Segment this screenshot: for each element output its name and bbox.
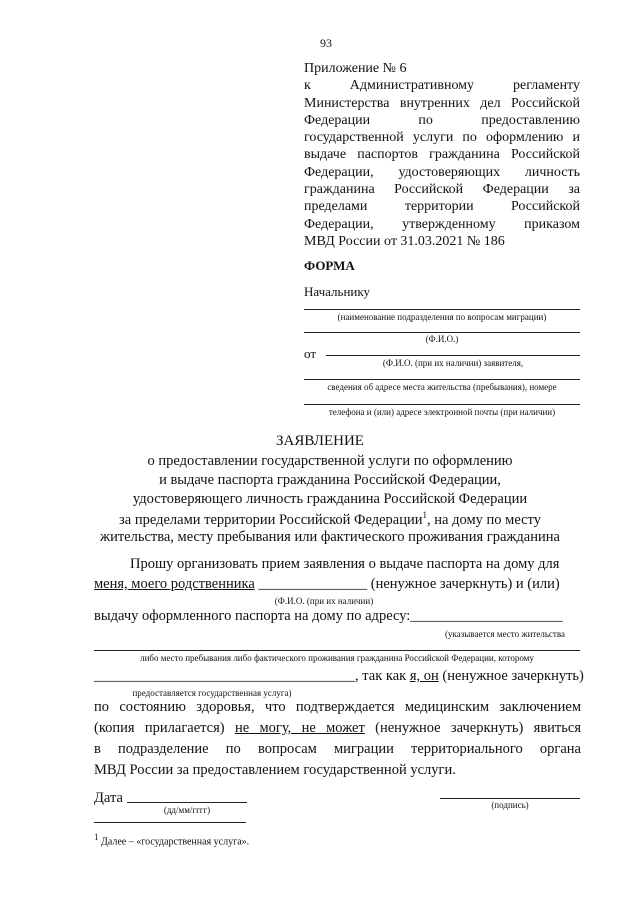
from-label: от [304,346,317,361]
statement-subtitle-part: , на дому по месту [427,511,541,528]
health-line-4: МВД России за предоставлением государственной услуги. [94,762,456,778]
division-caption: (наименование подразделения по вопросам миграции) [337,312,547,322]
division-line[interactable] [304,309,580,310]
head-fio-caption: (Ф.И.О.) [425,334,459,344]
signature-line[interactable] [440,798,580,799]
statement-title: ЗАЯВЛЕНИЕ [276,433,364,449]
appendix-line: гражданина Российской Федерации за [304,182,580,198]
contacts-line[interactable] [304,404,580,405]
footnote-marker: 1 [422,510,428,520]
appendix-line: Федерации, удостоверяющих личность [304,164,580,180]
request-line-2 [94,576,560,593]
reason-line [94,668,584,685]
request-line-2-rest: (ненужное зачеркнуть) и (или) [370,576,560,592]
reason-text-end: (ненужное зачеркнуть) [438,668,584,684]
health-line-2-b: (ненужное зачеркнуть) явиться [364,720,581,736]
health-line-2 [94,720,581,737]
statement-subtitle-line: жительства, месту пребывания или фактического проживания гражданина [100,529,560,545]
statement-subtitle-part: за пределами территории Российской Федерации [119,511,423,528]
contacts-caption: телефона и (или) адресе электронной почты (при наличии) [328,407,556,417]
page-number: 93 [320,36,332,50]
date-line[interactable] [127,802,247,803]
residence-continue-line[interactable] [94,650,580,651]
footnote-mark: 1 [94,832,99,842]
appendix-line: выдаче паспортов гражданина Российской [304,147,580,163]
footnote-text: Далее – «государственная услуга». [98,836,250,848]
appendix-line: Федерации, утвержденному приказом [304,216,580,232]
addressee-to: Начальнику [304,284,371,299]
statement-subtitle-line [0,510,640,529]
footnote [94,832,249,847]
statement-subtitle-line: и выдаче паспорта гражданина Российской Федерации, [159,472,501,488]
service-caption: предоставляется государственная услуга) [132,688,292,698]
appendix-line: Федерации по предоставлению [304,112,580,128]
statement-subtitle-line: о предоставлении государственной услуги по оформлению [147,453,513,469]
footnote-separator [94,822,246,823]
form-label: ФОРМА [304,258,355,273]
who-options-2[interactable]: я, он [409,668,439,684]
reason-text: , так как [355,668,410,684]
head-fio-line[interactable] [304,332,580,333]
residence-caption: (указывается место жительства [445,629,565,639]
signature-caption: (подпись) [491,800,529,810]
appendix-title: Приложение № 6 [304,61,407,76]
health-line-1: по состоянию здоровья, что подтверждается медицинским заключением [94,699,581,715]
address-caption: сведения об адресе места жительства (пребывания), номере [327,382,557,392]
applicant-caption: (Ф.И.О. (при их наличии) заявителя, [382,358,524,368]
appendix-last-line: МВД России от 31.03.2021 № 186 [304,233,505,249]
delivery-address-line[interactable]: выдачу оформленного паспорта на дому по адресу:_____________________ [94,608,563,624]
address-line[interactable] [304,379,580,380]
health-line-2-a: (копия прилагается) [94,720,235,736]
applicant-line[interactable] [326,355,580,356]
appendix-header [304,60,580,250]
relative-fio-blank[interactable]: _______________ [254,576,371,592]
health-line-3: в подразделение по вопросам миграции территориального органа [94,741,581,757]
appendix-line: Министерства внутренних дел Российской [304,95,580,111]
appendix-line: к Административному регламенту [304,78,580,94]
cannot-options[interactable]: не могу, не может [234,720,365,736]
date-label: Дата [94,790,123,806]
appendix-line: государственной услуги по оформлению и [304,130,580,146]
date-caption: (дд/мм/гггг) [163,805,211,815]
relative-fio-caption: (Ф.И.О. (при их наличии) [274,596,374,606]
who-options[interactable]: меня, моего родственника [94,576,255,592]
stay-caption: либо место пребывания либо фактического проживания гражданина Российской Федерации, которому [140,653,534,663]
recipient-blank[interactable]: ____________________________________ [94,668,355,684]
request-line-1: Прошу организовать прием заявления о выдаче паспорта на дому для [130,556,560,572]
appendix-line: пределами территории Российской [304,199,580,215]
statement-subtitle-line: удостоверяющего личность гражданина Российской Федерации [132,491,528,507]
